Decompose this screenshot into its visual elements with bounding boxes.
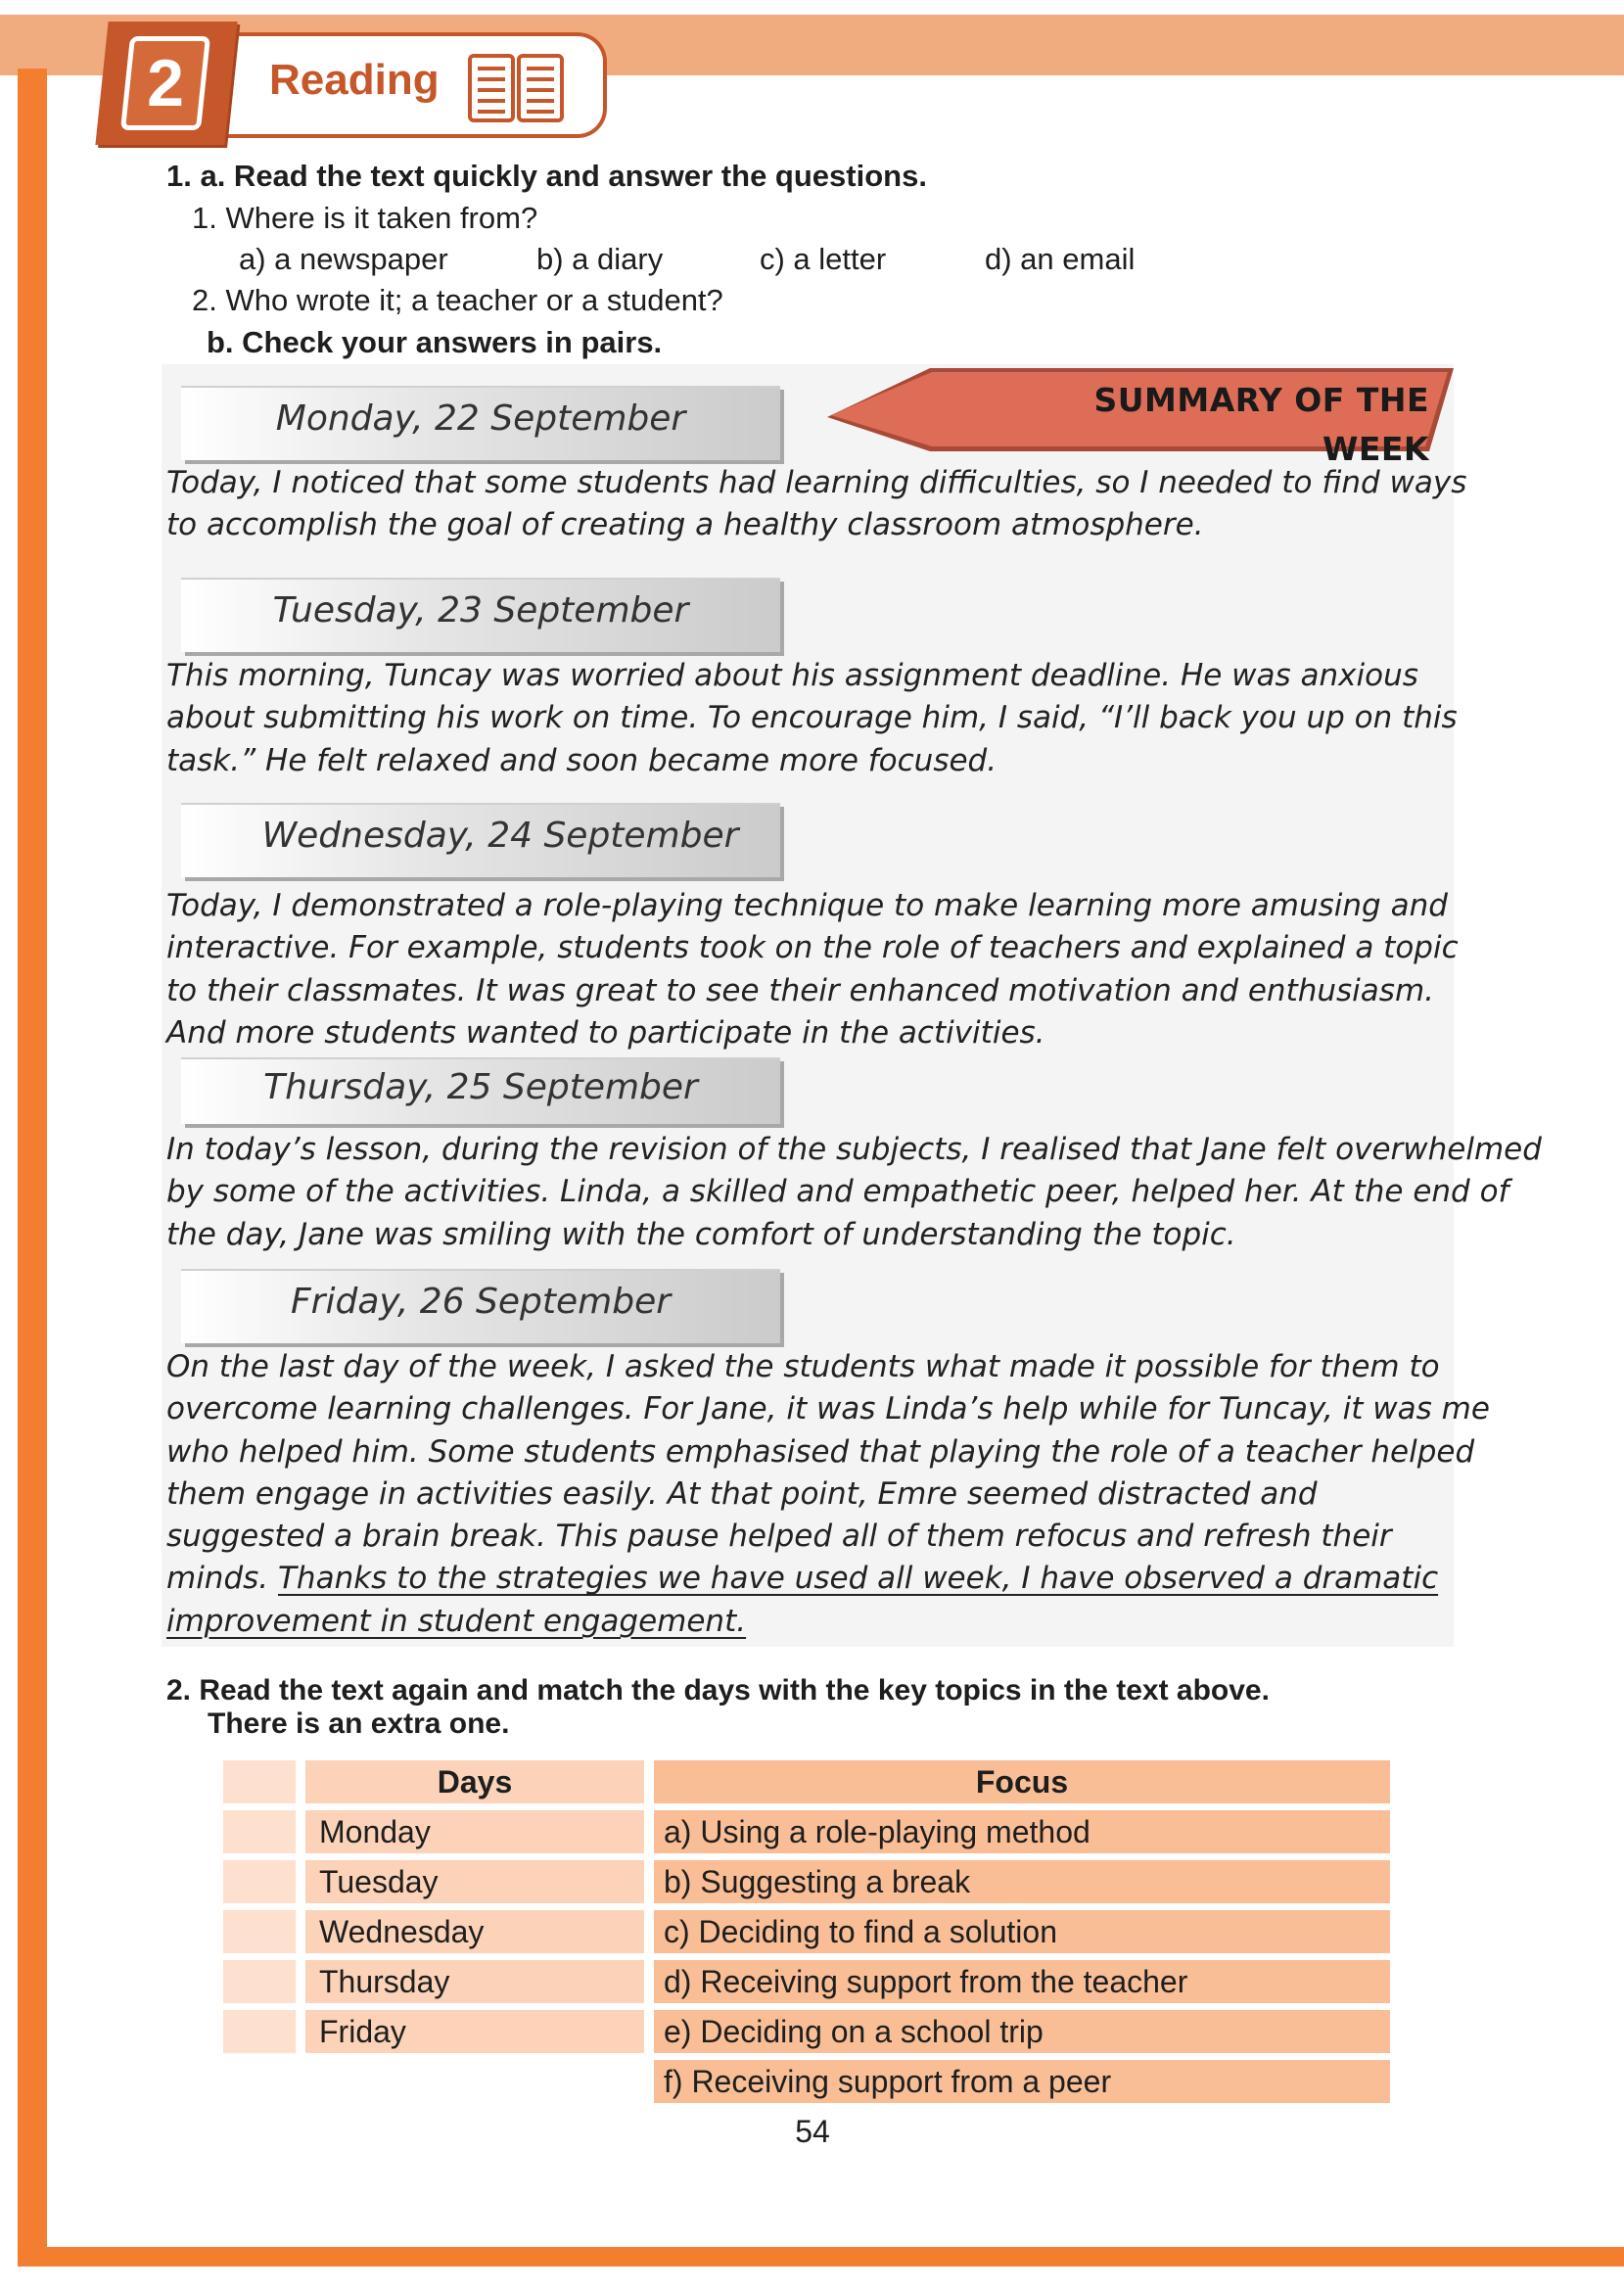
frame-corner: [47, 2193, 106, 2247]
unit-number: 2: [147, 46, 184, 120]
table-focus-c: c) Deciding to find a solution: [654, 1910, 1390, 1953]
option-a: a) a newspaper: [239, 242, 448, 276]
date-thursday: Thursday, 25 September: [263, 1067, 698, 1107]
answer-cell-wednesday[interactable]: [223, 1910, 296, 1953]
answer-cell-monday[interactable]: [223, 1810, 296, 1853]
entry-wednesday: Today, I demonstrated a role-playing technique to make learning more amusing and interactive. For example, students took on the role of teachers and explained a topic to their classmates. It was great to see their enhanced motivation and enthusiasm. And more students wanted to participate in the activities.: [166, 888, 1459, 1051]
exercise1-part-b: b. Check your answers in pairs.: [207, 325, 663, 359]
table-day-tuesday: Tuesday: [305, 1860, 644, 1903]
table-header-focus: Focus: [654, 1760, 1390, 1803]
entry-monday: Today, I noticed that some students had learning difficulties, so I needed to find ways to accomplish the goal of creating a healthy classroom atmosphere.: [166, 465, 1467, 543]
answer-cell-friday[interactable]: [223, 2010, 296, 2053]
question-2: 2. Who wrote it; a teacher or a student?: [192, 283, 723, 317]
date-tuesday: Tuesday, 23 September: [272, 590, 689, 631]
answer-cell-thursday[interactable]: [223, 1960, 296, 2003]
underlined-conclusion-end: improvement in student engagement.: [166, 1603, 747, 1639]
section-title: Reading: [269, 56, 440, 104]
table-focus-e: e) Deciding on a school trip: [654, 2010, 1390, 2053]
option-d: d) an email: [985, 242, 1136, 276]
page-number: 54: [795, 2114, 830, 2149]
exercise2-note: There is an extra one.: [208, 1707, 510, 1740]
book-icon: [467, 53, 565, 123]
exercise1-part-a: 1. a. Read the text quickly and answer the questions.: [166, 159, 927, 193]
entry-friday: On the last day of the week, I asked the students what made it possible for them to overcome learning challenges. For Jane, it was Linda’s help while for Tuncay, it was me who helped him. Some students emphasised that playing the role of a teacher helped them engage in activities easily. At that point, Emre seemed distracted and suggested a brain break. This pause helped all of them refocus and refresh their minds. Thanks to the strategies we have used all week, I have observed a dramatic improvement in student engagement.: [166, 1349, 1490, 1639]
option-c: c) a letter: [760, 242, 887, 276]
question-1: 1. Where is it taken from?: [192, 201, 538, 235]
entry-tuesday: This morning, Tuncay was worried about his assignment deadline. He was anxious about submitting his work on time. To encourage him, I said, “I’ll back you up on this task.” He felt relaxed and soon became more focused.: [166, 658, 1458, 778]
date-friday: Friday, 26 September: [290, 1282, 672, 1322]
left-color-band: [18, 69, 47, 2267]
table-blank-cell: [223, 1760, 296, 1803]
table-day-thursday: Thursday: [305, 1960, 644, 2003]
summary-title: SUMMARY OF THE WEEK: [1093, 381, 1429, 468]
table-focus-d: d) Receiving support from the teacher: [654, 1960, 1390, 2003]
table-focus-a: a) Using a role-playing method: [654, 1810, 1390, 1853]
table-header-days: Days: [305, 1760, 644, 1803]
underlined-conclusion: Thanks to the strategies we have used all week, I have observed a dramatic: [278, 1561, 1439, 1597]
table-focus-b: b) Suggesting a break: [654, 1860, 1390, 1903]
table-day-friday: Friday: [305, 2010, 644, 2053]
exercise2-instruction: 2. Read the text again and match the days with the key topics in the text above.: [166, 1674, 1270, 1707]
table-focus-f: f) Receiving support from a peer: [654, 2060, 1390, 2103]
answer-cell-tuesday[interactable]: [223, 1860, 296, 1903]
entry-thursday: In today’s lesson, during the revision of the subjects, I realised that Jane felt overwhelmed by some of the activities. Linda, a skilled and empathetic peer, helped her. At the end of the day, Jane was smiling with the comfort of understanding the topic.: [166, 1132, 1542, 1252]
bottom-color-band: [18, 2247, 1624, 2267]
date-wednesday: Wednesday, 24 September: [261, 816, 739, 856]
table-day-wednesday: Wednesday: [305, 1910, 644, 1953]
date-monday: Monday, 22 September: [275, 398, 686, 439]
option-b: b) a diary: [536, 242, 664, 276]
table-day-monday: Monday: [305, 1810, 644, 1853]
